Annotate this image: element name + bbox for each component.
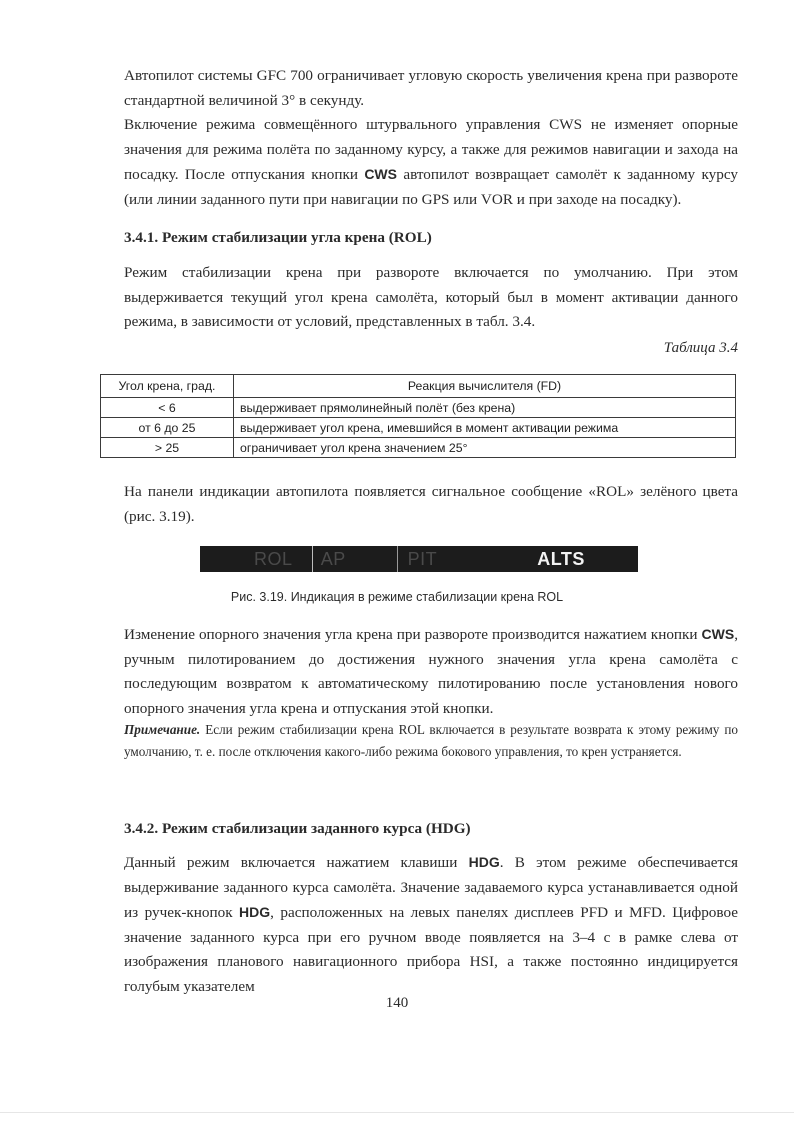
table-header-row	[101, 375, 736, 398]
paragraph-rol-change	[124, 622, 738, 721]
annunciator-rol: ROL	[254, 548, 293, 569]
table-cell-angle: от 6 до 25	[101, 418, 234, 438]
cws-key-label: CWS	[364, 166, 397, 182]
scan-edge-divider	[0, 1112, 794, 1113]
paragraph-text: Данный режим включается нажатием клавиши	[124, 854, 469, 871]
table-row	[101, 398, 736, 418]
table-3-4	[100, 374, 736, 458]
table-cell-reaction: выдерживает прямолинейный полёт (без крена)	[234, 398, 736, 418]
table-header-bank-angle: Угол крена, град.	[101, 375, 234, 398]
section-heading-rol: 3.4.1. Режим стабилизации угла крена (ROL)	[124, 229, 432, 246]
autopilot-annunciator-bar	[200, 546, 638, 572]
paragraph-text: , ручным пилотированием до достижения нужного значения угла крена самолёта с последующим возвратом к автоматическому пилотированию после установления нового опорного значения угла крена и отпускания этой кнопки.	[124, 626, 738, 717]
hdg-key-label: HDG	[239, 904, 271, 920]
section-heading-hdg: 3.4.2. Режим стабилизации заданного курса (HDG)	[124, 820, 471, 837]
table-row	[101, 438, 736, 458]
table-caption: Таблица 3.4	[663, 340, 738, 356]
table-cell-angle: > 25	[101, 438, 234, 458]
paragraph-text: Автопилот системы GFC 700 ограничивает угловую скорость увеличения крена при развороте стандартной величиной 3° в секунду.	[124, 67, 738, 109]
paragraph-text: Изменение опорного значения угла крена при развороте производится нажатием кнопки	[124, 626, 702, 643]
hdg-key-label: HDG	[468, 854, 500, 870]
paragraph-text: , расположенных на левых панелях дисплеев PFD и MFD. Цифровое значение заданного курса при его ручном вводе появляется на 3–4 с в рамке слева от изображения планового навигационного прибора HSI, а также постоянно индицируется голубым указателем	[124, 904, 738, 995]
page-number: 140	[385, 995, 409, 1011]
paragraph-text: Включение режима совмещённого штурвального управления CWS не изменяет опорные значения для режима полёта по заданному курсу, а также для режимов навигации и захода на посадку. После отпускания кнопки	[124, 116, 738, 183]
annunciator-alts: ALTS	[537, 548, 585, 569]
cws-key-label: CWS	[701, 626, 735, 642]
figure-caption: Рис. 3.19. Индикация в режиме стабилизации крена ROL	[230, 590, 564, 604]
table-header-fd-reaction: Реакция вычислителя (FD)	[234, 375, 736, 398]
annunciator-segment	[313, 546, 397, 572]
paragraph-gfc700-roll-rate	[124, 64, 738, 113]
annunciator-pit: PIT	[407, 548, 438, 569]
paragraph-rol-annunciation: На панели индикации автопилота появляется сигнальное сообщение «ROL» зелёного цвета (рис. 3.19).	[124, 483, 738, 525]
note-label: Примечание.	[124, 722, 201, 737]
annunciator-segment	[200, 546, 313, 572]
table-row	[101, 418, 736, 438]
paragraph-text: автопилот возвращает самолёт к заданному курсу (или линии заданного пути при навигации по GPS или VOR и при заходе на посадку).	[124, 166, 738, 208]
note-text: Если режим стабилизации крена ROL включается в результате возврата к этому режиму по умолчанию, т. е. после отключения какого-либо режима бокового управления, то крен устраняется.	[124, 722, 738, 759]
annunciator-segment	[397, 546, 526, 572]
table-cell-reaction: выдерживает угол крена, имевшийся в момент активации режима	[234, 418, 736, 438]
table-cell-angle: < 6	[101, 398, 234, 418]
annunciator-ap: AP	[320, 548, 346, 569]
paragraph-cws-mode	[124, 113, 738, 212]
paragraph-rol-intro: Режим стабилизации крена при развороте включается по умолчанию. При этом выдерживается текущий угол крена самолёта, который был в момент активации данного режима, в зависимости от условий, представленных в табл. 3.4.	[124, 264, 738, 330]
paragraph-hdg-mode	[124, 850, 738, 999]
annunciator-segment	[525, 546, 638, 572]
table-cell-reaction: ограничивает угол крена значением 25°	[234, 438, 736, 458]
note-block	[124, 719, 738, 763]
paragraph-text: . В этом режиме обеспечивается выдерживание заданного курса самолёта. Значение задаваемого курса устанавливается одной из ручек-кнопок	[124, 854, 739, 921]
